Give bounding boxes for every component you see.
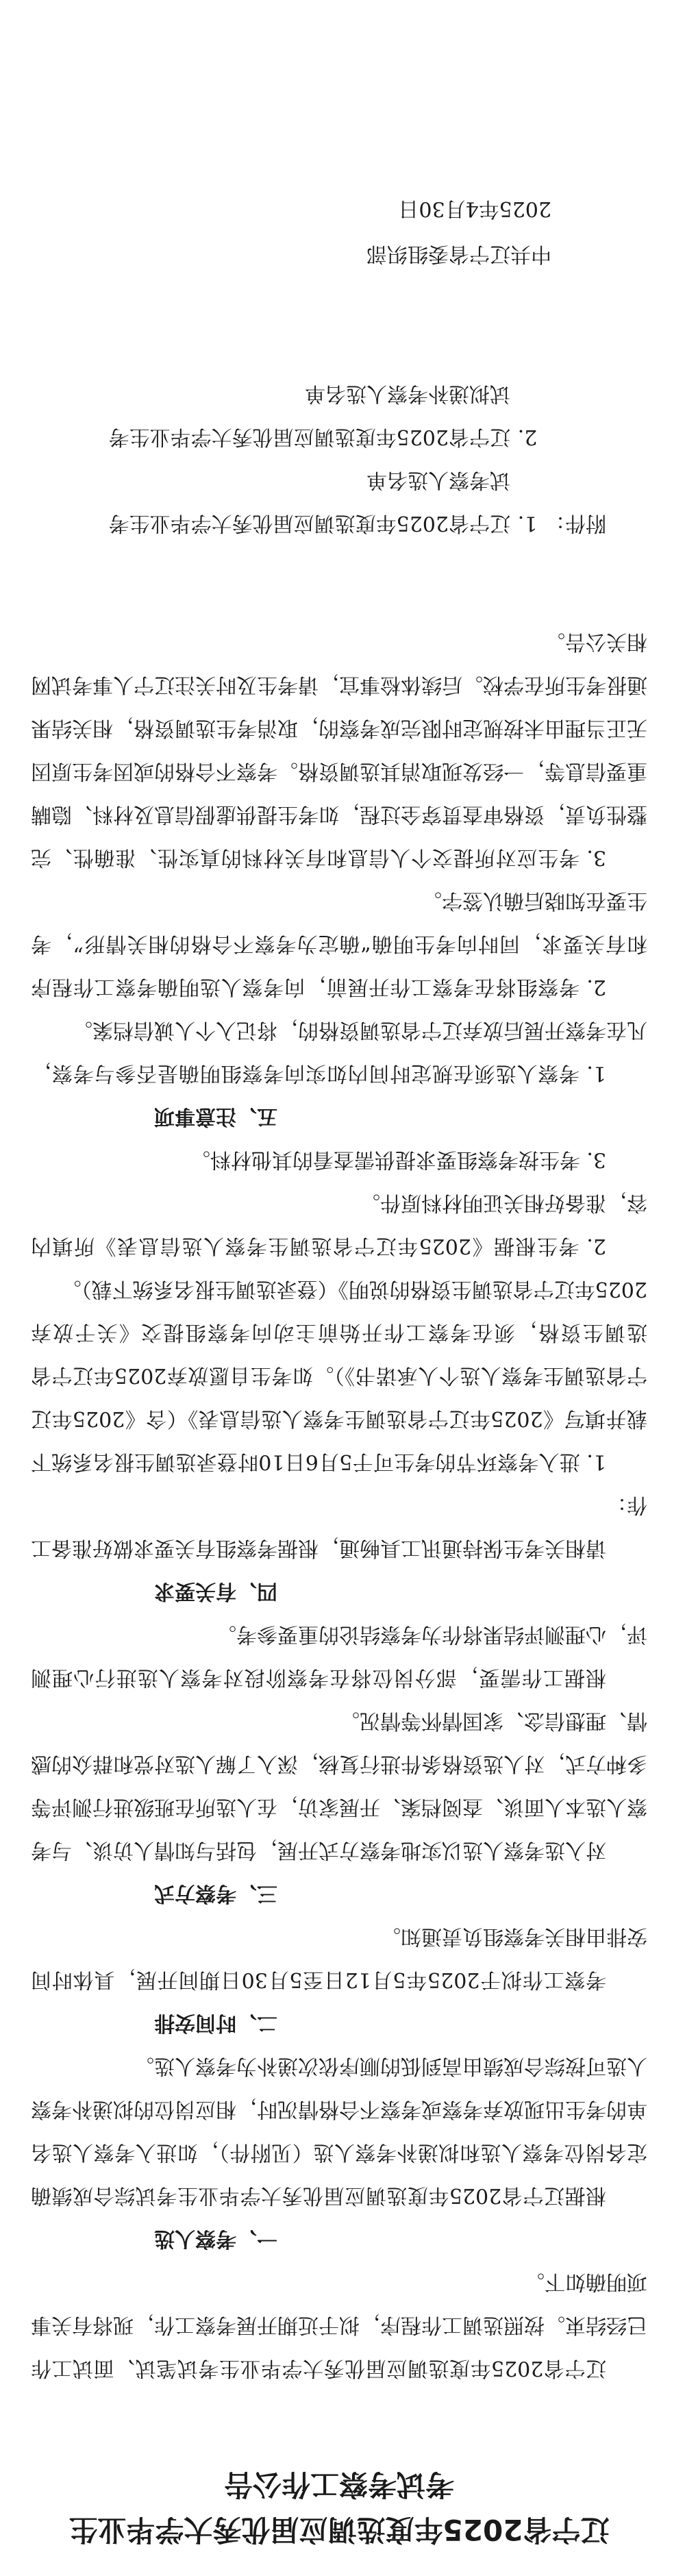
section-5-paragraph-1: 1. 考察人选须在规定时间内如实向考察组明确是否参与考察，凡在考察开展后放弃辽宁省选调资格的，将记入个人诚信档案。 xyxy=(31,1018,647,1085)
section-3-paragraph-1: 对入选考察人选以实地考察方式开展，包括与知情人访谈、与考察人选本人面谈、查阅档案、开展家访，在人选所在班级进行测评等多种方式，对人选资格条件进行复核，深入了解人选对党和群众的感情、理想信念、家国情怀等情况。 xyxy=(31,1709,647,1862)
section-1 xyxy=(31,2044,647,2260)
attachment-title-1: 辽宁省2025年度选调应届优秀大学毕业生考 xyxy=(108,511,510,535)
section-5 xyxy=(31,620,647,1138)
attachment-title-2-continued: 试拟递补考察人选名单 xyxy=(305,382,510,406)
section-4-paragraph-4: 3. 考生按考察组要求提供需查看的其他材料。 xyxy=(189,1148,606,1172)
section-heading-3: 三、考察方式 xyxy=(154,1881,277,1905)
title-line-1: 辽宁省2025年度选调应届优秀大学毕业生 xyxy=(68,2513,610,2547)
section-4-paragraph-2: 1. 进入考察环节的考生可于5月6日10时登录选调生报名系统下载并填写《2025年辽宁省选调生考察人选信息表》（含《2025年辽宁省选调生考察人选个人承诺书》）。如考生自愿放弃2025年辽宁省选调生资格，须在考察工作开始前主动向考察组提交《关于放弃2025年辽宁省选调生资格的说明》（登录选调生报名系统下载）。 xyxy=(31,1277,647,1474)
section-heading-5: 五、注意事项 xyxy=(154,1104,277,1128)
section-2-paragraph-1: 考察工作拟于2025年5月12日至5月30日期间开展，具体时间安排由相关考察组负责通知。 xyxy=(31,1924,647,1992)
section-5-paragraph-2: 2. 考察组将在考察工作开展前，向考察人选明确考察工作程序和有关要求，同时向考生明确“确定为考察不合格的相关情形”，考生要在知晓后确认签字。 xyxy=(31,889,647,999)
section-4 xyxy=(31,1138,647,1613)
section-heading-4: 四、有关要求 xyxy=(154,1579,277,1603)
issuing-organization: 中共辽宁省委组织部 xyxy=(366,242,551,266)
section-2 xyxy=(31,1915,647,2044)
signature-block xyxy=(31,186,647,276)
section-3-paragraph-2: 根据工作需要，部分岗位将在考察阶段对考察人选进行心理测评，心理测评结果将作为考察结论的重要参考。 xyxy=(31,1622,647,1689)
attachments-label: 附件： xyxy=(545,511,606,535)
announcement-document xyxy=(31,186,647,2576)
section-3 xyxy=(31,1613,647,1915)
section-heading-2: 二、时间安排 xyxy=(154,2011,277,2035)
attachment-title-2: 辽宁省2025年度选调应届优秀大学毕业生考 xyxy=(108,425,510,449)
attachment-number-2: 2. xyxy=(517,425,538,449)
section-5-paragraph-3: 3. 考生应对所提交个人信息和有关材料的真实性、准确性、完整性负责，资格审查贯穿全过程，如考生提供虚假信息及材料、隐瞒重要信息等，一经发现取消其选调资格。考察不合格的或因考生原因无正当理由未按规定时限完成考察的，取消考生选调资格，相关结果通报考生所在学校。后续体检事宜，请考生及时关注辽宁人事考试网相关公告。 xyxy=(31,630,647,869)
attachment-item-1 xyxy=(31,501,647,545)
attachment-number-1: 1. xyxy=(517,511,538,535)
section-4-paragraph-1: 请相关考生保持通讯工具畅通，根据考察组有关要求做好准备工作： xyxy=(31,1493,647,1560)
title-line-2: 考试考察工作公告 xyxy=(224,2468,455,2501)
attachment-title-1-continued: 试考察人选名单 xyxy=(366,468,510,492)
intro-paragraph: 辽宁省2025年度选调应届优秀大学毕业生考试笔试、面试工作已经结束。按照选调工作程序，拟于近期开展考察工作，现将有关事项明确如下。 xyxy=(31,2270,647,2380)
section-heading-1: 一、考察人选 xyxy=(154,2227,277,2251)
section-1-paragraph-1: 根据辽宁省2025年度选调应届优秀大学毕业生考试综合成绩确定各岗位考察人选和拟递补考察人选（见附件），如进入考察人选名单的考生出现放弃考察或考察不合格情况时，相应岗位的拟递补考察人选可按综合成绩由高到低的顺序依次递补为考察人选。 xyxy=(31,2054,647,2207)
document-title xyxy=(31,2462,647,2552)
section-4-paragraph-3: 2. 考生根据《2025年辽宁省选调生考察人选信息表》所填内容，准备好相关证明材料原件。 xyxy=(31,1191,647,1258)
attachments-list xyxy=(31,372,647,545)
attachment-item-2 xyxy=(31,415,647,458)
issue-date: 2025年4月30日 xyxy=(398,197,551,221)
